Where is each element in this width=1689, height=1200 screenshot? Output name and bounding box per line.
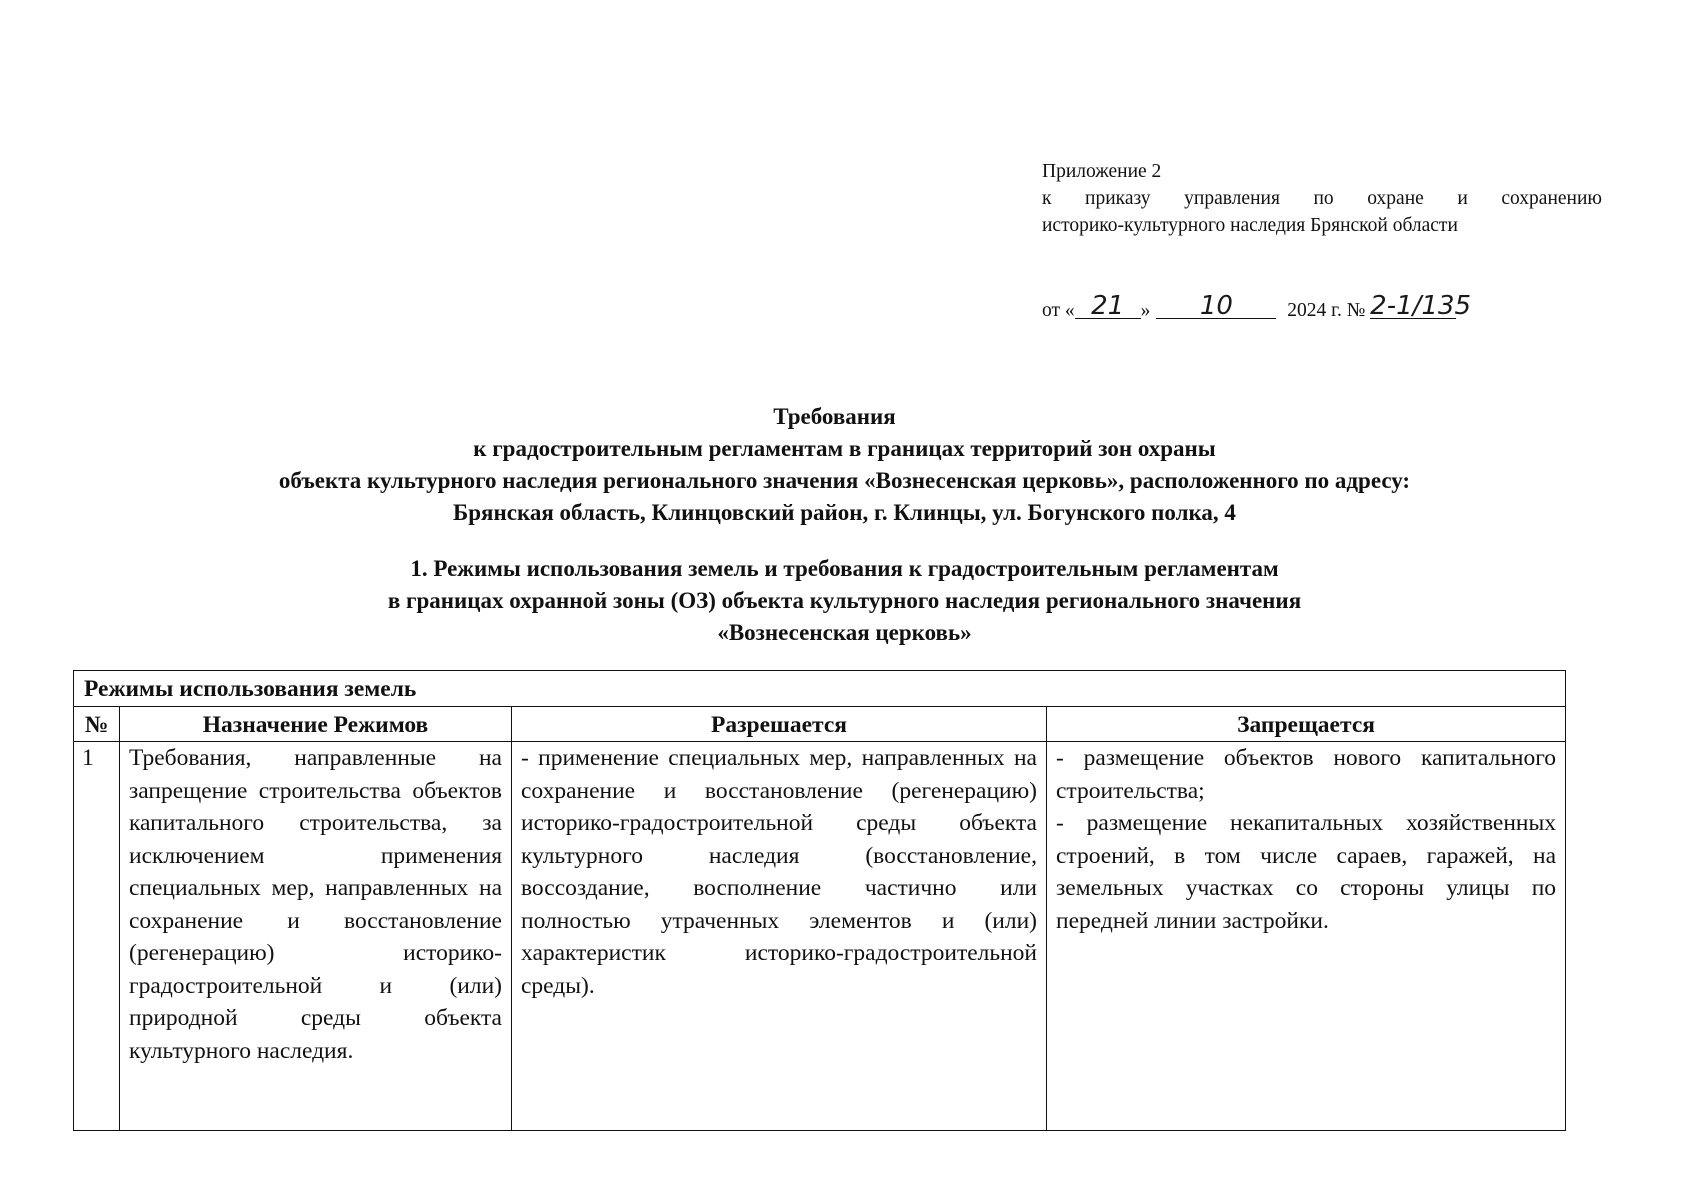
row-number: 1 xyxy=(74,742,120,1131)
row-allowed: - применение специальных мер, направленных на сохранение и восстановление (регенерацию) историко-градостроительной среды объекта культурного наследия (восстановление, воссоздание, восполнение частично или полностью утраченных элементов и (или) характеристик историко-градостроительной среды). xyxy=(512,742,1047,1131)
appendix-line-1: к приказу управления по охране и сохранению xyxy=(1042,188,1602,209)
forbidden-item-1: - размещение объектов нового капитального строительства; xyxy=(1056,745,1557,804)
land-use-regime-table xyxy=(73,670,1566,1131)
title-line-1: Требования xyxy=(773,404,896,429)
order-date-mid: » xyxy=(1140,300,1151,321)
order-year-text: 2024 г. № xyxy=(1287,300,1366,321)
row-purpose: Требования, направленные на запрещение строительства объектов капитального строительства, за исключением применения специальных мер, направленных на сохранение и восстановление (регенерацию) историко-градостроительной и (или) природной среды объекта культурного наследия. xyxy=(120,742,512,1131)
order-number-handwritten: 2-1/135 xyxy=(1370,291,1472,321)
table-row xyxy=(74,742,1566,1131)
order-date-prefix: от « xyxy=(1042,300,1075,321)
document-title xyxy=(0,401,1689,529)
order-day-handwritten: 21 xyxy=(1075,294,1141,319)
section-line-1: 1. Режимы использования земель и требования к градостроительным регламентам xyxy=(410,556,1279,581)
order-month-handwritten: 10 xyxy=(1156,294,1276,319)
order-date-line xyxy=(1042,291,1472,325)
title-line-3: объекта культурного наследия регионального значения «Вознесенская церковь», расположенного по адресу: xyxy=(278,468,1411,493)
header-allowed: Разрешается xyxy=(512,706,1047,742)
title-line-2: к градостроительным регламентам в границах территорий зон охраны xyxy=(473,436,1216,461)
section-line-3: «Вознесенская церковь» xyxy=(717,620,972,645)
row-forbidden xyxy=(1047,742,1566,1131)
header-forbidden: Запрещается xyxy=(1047,706,1566,742)
header-purpose: Назначение Режимов xyxy=(120,706,512,742)
forbidden-item-2: - размещение некапитальных хозяйственных строений, в том числе сараев, гаражей, на земельных участках со стороны улицы по передней линии застройки. xyxy=(1056,810,1557,934)
table-caption-row xyxy=(74,671,1566,707)
appendix-block xyxy=(1042,158,1602,239)
appendix-title: Приложение 2 xyxy=(1042,161,1162,182)
title-line-4: Брянская область, Клинцовский район, г. Клинцы, ул. Богунского полка, 4 xyxy=(453,500,1236,525)
section-heading xyxy=(0,553,1689,649)
header-number: № xyxy=(74,706,120,742)
section-line-2: в границах охранной зоны (ОЗ) объекта культурного наследия регионального значения xyxy=(387,588,1302,613)
appendix-line-2: историко-культурного наследия Брянской области xyxy=(1042,215,1458,236)
table-caption: Режимы использования земель xyxy=(74,671,1566,707)
table-header-row xyxy=(74,706,1566,742)
